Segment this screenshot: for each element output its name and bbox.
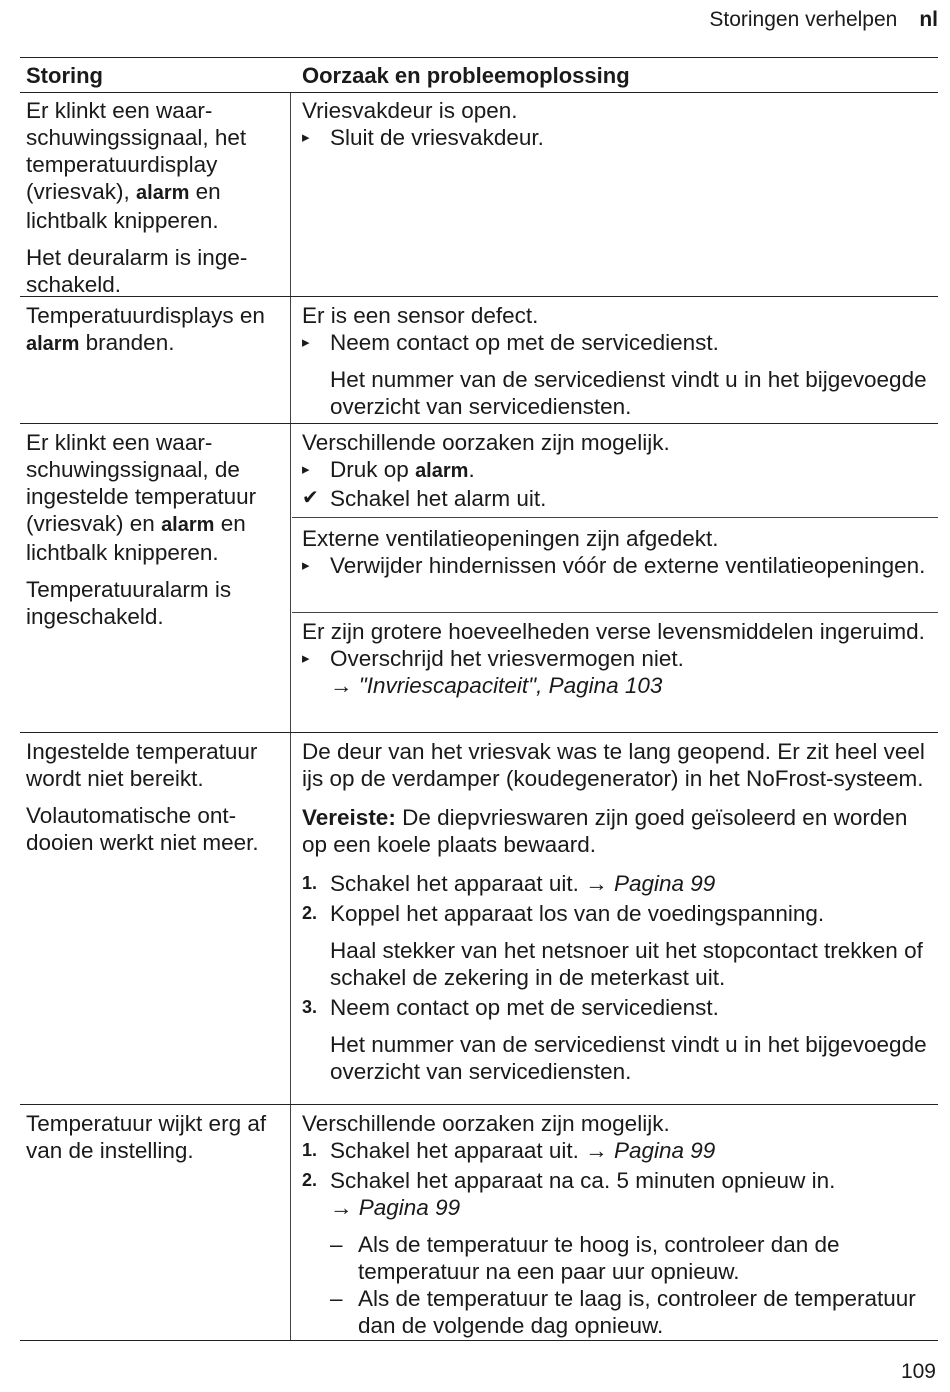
row3-solution-1: [302, 429, 938, 512]
dash-item: – Als de temperatuur te hoog is, controleer dan de temperatuur na een paar uur opnieuw.: [330, 1232, 840, 1284]
column-header-oorzaak: Oorzaak en probleemoplossing: [302, 63, 630, 88]
triangle-bullet-icon: ▸: [302, 461, 310, 478]
checkmark-icon: ✔: [302, 487, 319, 509]
row4-solution: [302, 738, 938, 1085]
requirement: Vereiste: De diepvrieswaren zijn goed geïsoleerd en worden op een koele plaats bewaard.: [302, 805, 908, 857]
action-step: ▸ Overschrijd het vriesvermogen niet.: [302, 646, 684, 671]
row5-fault: [26, 1110, 288, 1164]
language-code: nl: [919, 8, 938, 31]
page-reference: Pagina 99: [358, 1195, 461, 1220]
fault-text: Temperatuur wijkt erg af van de instelling.: [26, 1111, 267, 1163]
row1-fault: [26, 97, 288, 298]
row-rule: [20, 423, 938, 424]
cause-text: Verschillende oorzaken zijn mogelijk.: [302, 430, 670, 455]
result-step: ✔ Schakel het alarm uit.: [302, 486, 547, 511]
action-step: ▸ Sluit de vriesvakdeur.: [302, 125, 544, 150]
row-rule: [20, 732, 938, 733]
page-number: 109: [900, 1360, 936, 1383]
row3-solution-3: [302, 618, 938, 699]
table-top-rule: [20, 57, 938, 58]
triangle-bullet-icon: ▸: [302, 650, 310, 667]
alarm-keyword: alarm: [161, 514, 215, 536]
row-rule: [20, 1104, 938, 1105]
cause-text: Externe ventilatieopeningen zijn afgedekt.: [302, 526, 719, 551]
fault-text: Er klinkt een waarschuwingssignaal, het temperatuurdisplay (vriesvak), alarm en lichtbalk knipperen.: [26, 98, 247, 233]
dash-item: – Als de temperatuur te laag is, controleer de temperatuur dan de volgende dag opnieuw.: [330, 1286, 916, 1338]
alarm-keyword: alarm: [415, 460, 469, 482]
step-number: 3.: [302, 997, 318, 1017]
column-divider: [290, 733, 291, 1104]
cross-reference: → "Invriescapaciteit", Pagina 103: [330, 673, 663, 698]
cause-text: Vriesvakdeur is open.: [302, 98, 518, 123]
cause-text: De deur van het vriesvak was te lang geopend. Er zit heel veel ijs op de verdamper (koudegenerator) in het NoFrost-systeem.: [302, 739, 925, 791]
cause-text: Er is een sensor defect.: [302, 303, 539, 328]
arrow-right-icon: →: [585, 871, 608, 896]
fault-note: Het deuralarm is ingeschakeld.: [26, 245, 248, 297]
numbered-step: 1. Schakel het apparaat uit. → Pagina 99: [302, 1138, 716, 1163]
fault-text: Volautomatische ontdooien werkt niet meer.: [26, 803, 259, 855]
numbered-step: 1. Schakel het apparaat uit. → Pagina 99: [302, 871, 716, 896]
step-number: 2.: [302, 903, 318, 923]
arrow-right-icon: →: [330, 1195, 353, 1220]
step-note: Het nummer van de servicedienst vindt u in het bijgevoegde overzicht van servicediensten.: [330, 1032, 927, 1084]
page-reference: Pagina 99: [613, 871, 716, 896]
row4-fault: [26, 738, 288, 856]
alarm-keyword: alarm: [136, 182, 190, 204]
numbered-step: 2. Koppel het apparaat los van de voedingspanning.: [302, 901, 825, 926]
fault-note: Temperatuuralarm is ingeschakeld.: [26, 577, 232, 629]
step-number: 1.: [302, 873, 318, 893]
row3-fault: [26, 429, 288, 630]
page-reference: Pagina 99: [613, 1138, 716, 1163]
column-divider: [290, 297, 291, 423]
column-header-storing: Storing: [26, 63, 103, 88]
action-step: ▸ Neem contact op met de servicedienst.: [302, 330, 719, 355]
dash-bullet-icon: –: [330, 1232, 343, 1257]
step-number: 2.: [302, 1170, 318, 1190]
row2-fault: [26, 302, 288, 358]
arrow-right-icon: →: [330, 673, 353, 698]
subrow-rule: [292, 612, 938, 613]
numbered-step: 2. Schakel het apparaat na ca. 5 minuten opnieuw in. → Pagina 99: [302, 1168, 836, 1220]
step-note: Het nummer van de servicedienst vindt u in het bijgevoegde overzicht van servicediensten.: [330, 367, 927, 419]
row1-solution: [302, 97, 938, 151]
row3-solution-2: [302, 525, 938, 579]
triangle-bullet-icon: ▸: [302, 334, 310, 351]
subrow-rule: [292, 517, 938, 518]
action-step: ▸ Verwijder hindernissen vóór de externe ventilatieopeningen.: [302, 553, 926, 578]
numbered-step: 3. Neem contact op met de servicedienst.: [302, 995, 719, 1020]
cause-text: Verschillende oorzaken zijn mogelijk.: [302, 1111, 670, 1136]
arrow-right-icon: →: [585, 1138, 608, 1163]
step-number: 1.: [302, 1140, 318, 1160]
column-divider: [290, 93, 291, 296]
triangle-bullet-icon: ▸: [302, 129, 310, 146]
running-header: [709, 8, 938, 32]
row2-solution: [302, 302, 938, 420]
dash-bullet-icon: –: [330, 1286, 343, 1311]
cause-text: Er zijn grotere hoeveelheden verse levensmiddelen ingeruimd.: [302, 619, 925, 644]
triangle-bullet-icon: ▸: [302, 557, 310, 574]
action-step: ▸ Druk op alarm.: [302, 457, 475, 482]
fault-text: Temperatuurdisplays en alarm branden.: [26, 303, 265, 355]
table-bottom-rule: [20, 1340, 938, 1341]
header-rule: [20, 92, 938, 93]
row5-solution: [302, 1110, 938, 1339]
alarm-keyword: alarm: [26, 333, 80, 355]
fault-text: Ingestelde temperatuur wordt niet bereikt.: [26, 739, 258, 791]
column-divider: [290, 1105, 291, 1340]
step-note: Haal stekker van het netsnoer uit het stopcontact trekken of schakel de zekering in de meterkast uit.: [330, 938, 923, 990]
column-divider: [290, 424, 291, 732]
fault-text: Er klinkt een waarschuwingssignaal, de ingestelde temperatuur (vriesvak) en alarm en lichtbalk knipperen.: [26, 430, 257, 565]
section-title: Storingen verhelpen: [709, 8, 898, 31]
